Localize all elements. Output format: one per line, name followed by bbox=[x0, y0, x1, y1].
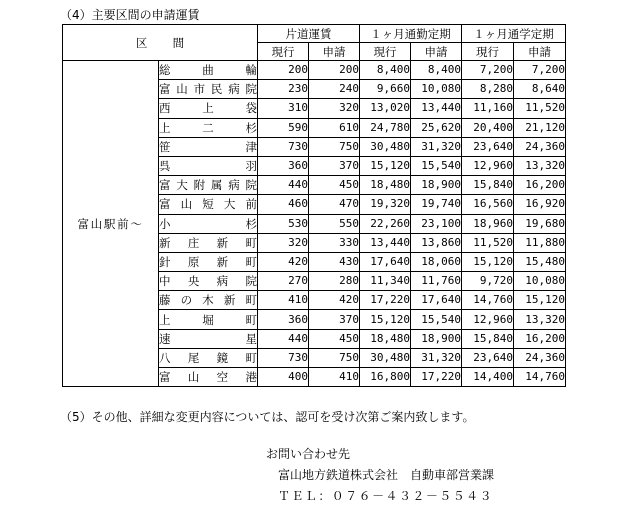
contact-title: お問い合わせ先 bbox=[266, 447, 351, 461]
fare-value-cell: 400 bbox=[258, 368, 309, 387]
fare-value-cell: 15,120 bbox=[462, 252, 514, 271]
destination-cell: 笹津 bbox=[159, 137, 258, 156]
fare-value-cell: 13,020 bbox=[360, 99, 411, 118]
fare-value-cell: 360 bbox=[258, 156, 309, 175]
fare-value-cell: 7,200 bbox=[514, 61, 566, 80]
fare-value-cell: 230 bbox=[258, 80, 309, 99]
destination-cell: 富山空港 bbox=[159, 368, 258, 387]
fare-value-cell: 10,080 bbox=[411, 80, 462, 99]
destination-cell: 総曲輪 bbox=[159, 61, 258, 80]
destination-cell: 上二杉 bbox=[159, 118, 258, 137]
fare-value-cell: 19,320 bbox=[360, 195, 411, 214]
destination-cell: 藤の木新町 bbox=[159, 291, 258, 310]
destination-cell: 速星 bbox=[159, 329, 258, 348]
fare-value-cell: 610 bbox=[309, 118, 360, 137]
destination-cell: 西上袋 bbox=[159, 99, 258, 118]
fare-value-cell: 18,900 bbox=[411, 176, 462, 195]
fare-value-cell: 750 bbox=[309, 137, 360, 156]
fare-value-cell: 17,220 bbox=[360, 291, 411, 310]
destination-cell: 八尾鏡町 bbox=[159, 348, 258, 367]
fare-value-cell: 270 bbox=[258, 272, 309, 291]
fare-value-cell: 15,120 bbox=[360, 310, 411, 329]
fare-value-cell: 24,780 bbox=[360, 118, 411, 137]
contact-block bbox=[266, 444, 494, 507]
fare-value-cell: 410 bbox=[258, 291, 309, 310]
fare-value-cell: 14,760 bbox=[514, 368, 566, 387]
fare-value-cell: 20,400 bbox=[462, 118, 514, 137]
section-header: 区間 bbox=[63, 25, 258, 61]
fare-value-cell: 15,540 bbox=[411, 310, 462, 329]
fare-value-cell: 30,480 bbox=[360, 348, 411, 367]
fare-value-cell: 12,960 bbox=[462, 156, 514, 175]
fare-value-cell: 31,320 bbox=[411, 348, 462, 367]
fare-value-cell: 30,480 bbox=[360, 137, 411, 156]
fare-value-cell: 14,760 bbox=[462, 291, 514, 310]
contact-phone: ＴＥＬ：０７６－４３２－５５４３ bbox=[278, 489, 494, 503]
fare-value-cell: 15,840 bbox=[462, 329, 514, 348]
destination-cell: 上堀町 bbox=[159, 310, 258, 329]
fare-value-cell: 360 bbox=[258, 310, 309, 329]
contact-organization: 富山地方鉄道株式会社 自動車部営業課 bbox=[278, 468, 495, 482]
destination-cell: 富山市民病院 bbox=[159, 80, 258, 99]
subheader-current: 現行 bbox=[258, 43, 309, 61]
fare-value-cell: 470 bbox=[309, 195, 360, 214]
fare-value-cell: 530 bbox=[258, 214, 309, 233]
fare-value-cell: 9,720 bbox=[462, 272, 514, 291]
fare-value-cell: 11,520 bbox=[462, 233, 514, 252]
fare-value-cell: 440 bbox=[258, 329, 309, 348]
fare-value-cell: 450 bbox=[309, 176, 360, 195]
fare-value-cell: 370 bbox=[309, 310, 360, 329]
fare-value-cell: 590 bbox=[258, 118, 309, 137]
fare-value-cell: 370 bbox=[309, 156, 360, 175]
fare-value-cell: 23,100 bbox=[411, 214, 462, 233]
fare-value-cell: 15,540 bbox=[411, 156, 462, 175]
fare-value-cell: 18,480 bbox=[360, 176, 411, 195]
destination-cell: 富山短大前 bbox=[159, 195, 258, 214]
fare-value-cell: 13,320 bbox=[514, 156, 566, 175]
fare-value-cell: 14,400 bbox=[462, 368, 514, 387]
fare-value-cell: 25,620 bbox=[411, 118, 462, 137]
fare-value-cell: 330 bbox=[309, 233, 360, 252]
table-row bbox=[63, 61, 566, 80]
destination-cell: 富大附属病院 bbox=[159, 176, 258, 195]
fare-value-cell: 13,440 bbox=[360, 233, 411, 252]
fare-value-cell: 22,260 bbox=[360, 214, 411, 233]
fare-value-cell: 550 bbox=[309, 214, 360, 233]
fare-value-cell: 8,400 bbox=[360, 61, 411, 80]
fare-value-cell: 310 bbox=[258, 99, 309, 118]
subheader-proposed: 申請 bbox=[309, 43, 360, 61]
fare-value-cell: 280 bbox=[309, 272, 360, 291]
subheader-current: 現行 bbox=[360, 43, 411, 61]
note-text: （5）その他、詳細な変更内容については、認可を受け次第ご案内致します。 bbox=[60, 410, 475, 424]
destination-cell: 新庄新町 bbox=[159, 233, 258, 252]
section-heading: （4）主要区間の申請運賃 bbox=[60, 8, 200, 22]
fare-table bbox=[62, 24, 566, 387]
subheader-proposed: 申請 bbox=[514, 43, 566, 61]
destination-cell: 小杉 bbox=[159, 214, 258, 233]
fare-value-cell: 15,120 bbox=[514, 291, 566, 310]
fare-value-cell: 320 bbox=[309, 99, 360, 118]
fare-value-cell: 11,880 bbox=[514, 233, 566, 252]
fare-value-cell: 240 bbox=[309, 80, 360, 99]
destination-cell: 呉羽 bbox=[159, 156, 258, 175]
fare-value-cell: 19,740 bbox=[411, 195, 462, 214]
fare-value-cell: 11,520 bbox=[514, 99, 566, 118]
fare-value-cell: 16,920 bbox=[514, 195, 566, 214]
fare-value-cell: 420 bbox=[258, 252, 309, 271]
fare-value-cell: 11,160 bbox=[462, 99, 514, 118]
fare-value-cell: 11,340 bbox=[360, 272, 411, 291]
fare-value-cell: 17,220 bbox=[411, 368, 462, 387]
fare-value-cell: 16,200 bbox=[514, 176, 566, 195]
fare-value-cell: 18,480 bbox=[360, 329, 411, 348]
group-header-single-fare: 片道運賃 bbox=[258, 25, 360, 43]
fare-value-cell: 420 bbox=[309, 291, 360, 310]
destination-cell: 針原新町 bbox=[159, 252, 258, 271]
fare-value-cell: 460 bbox=[258, 195, 309, 214]
fare-value-cell: 320 bbox=[258, 233, 309, 252]
fare-value-cell: 16,560 bbox=[462, 195, 514, 214]
origin-stop-cell: 富山駅前～ bbox=[63, 61, 159, 387]
subheader-current: 現行 bbox=[462, 43, 514, 61]
fare-value-cell: 8,280 bbox=[462, 80, 514, 99]
fare-value-cell: 7,200 bbox=[462, 61, 514, 80]
fare-value-cell: 9,660 bbox=[360, 80, 411, 99]
fare-value-cell: 23,640 bbox=[462, 348, 514, 367]
group-header-commuter-pass: １ヶ月通勤定期 bbox=[360, 25, 462, 43]
fare-value-cell: 450 bbox=[309, 329, 360, 348]
fare-value-cell: 430 bbox=[309, 252, 360, 271]
fare-value-cell: 13,320 bbox=[514, 310, 566, 329]
fare-value-cell: 15,120 bbox=[360, 156, 411, 175]
fare-value-cell: 8,400 bbox=[411, 61, 462, 80]
fare-value-cell: 12,960 bbox=[462, 310, 514, 329]
fare-value-cell: 10,080 bbox=[514, 272, 566, 291]
fare-value-cell: 16,800 bbox=[360, 368, 411, 387]
fare-value-cell: 730 bbox=[258, 348, 309, 367]
fare-value-cell: 24,360 bbox=[514, 137, 566, 156]
fare-value-cell: 730 bbox=[258, 137, 309, 156]
fare-value-cell: 15,480 bbox=[514, 252, 566, 271]
fare-value-cell: 23,640 bbox=[462, 137, 514, 156]
subheader-proposed: 申請 bbox=[411, 43, 462, 61]
fare-value-cell: 11,760 bbox=[411, 272, 462, 291]
fare-value-cell: 13,860 bbox=[411, 233, 462, 252]
fare-value-cell: 19,680 bbox=[514, 214, 566, 233]
fare-value-cell: 24,360 bbox=[514, 348, 566, 367]
destination-cell: 中央病院 bbox=[159, 272, 258, 291]
fare-value-cell: 18,060 bbox=[411, 252, 462, 271]
fare-value-cell: 410 bbox=[309, 368, 360, 387]
fare-value-cell: 13,440 bbox=[411, 99, 462, 118]
group-header-student-pass: １ヶ月通学定期 bbox=[462, 25, 566, 43]
fare-value-cell: 17,640 bbox=[360, 252, 411, 271]
fare-value-cell: 31,320 bbox=[411, 137, 462, 156]
fare-value-cell: 15,840 bbox=[462, 176, 514, 195]
fare-value-cell: 440 bbox=[258, 176, 309, 195]
fare-value-cell: 18,900 bbox=[411, 329, 462, 348]
fare-value-cell: 750 bbox=[309, 348, 360, 367]
fare-value-cell: 21,120 bbox=[514, 118, 566, 137]
fare-value-cell: 200 bbox=[309, 61, 360, 80]
fare-value-cell: 8,640 bbox=[514, 80, 566, 99]
fare-value-cell: 200 bbox=[258, 61, 309, 80]
fare-value-cell: 18,960 bbox=[462, 214, 514, 233]
fare-value-cell: 17,640 bbox=[411, 291, 462, 310]
fare-value-cell: 16,200 bbox=[514, 329, 566, 348]
